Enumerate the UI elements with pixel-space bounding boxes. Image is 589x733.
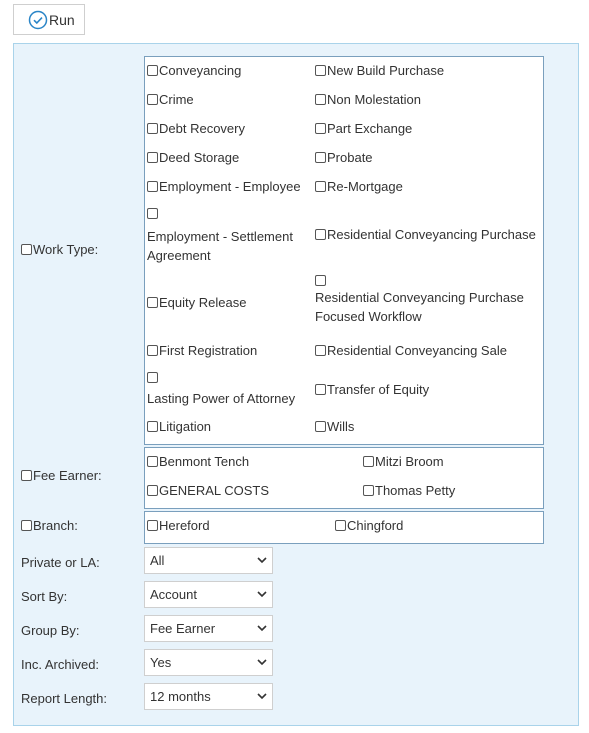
chevron-down-icon (257, 590, 267, 598)
selected-value: All (150, 553, 165, 568)
checkbox[interactable] (147, 94, 158, 105)
checkbox[interactable] (315, 345, 326, 356)
check-circle-icon (28, 10, 48, 30)
option-employment-employee (147, 179, 301, 194)
work-type-checkbox[interactable] (21, 244, 32, 255)
option-residential-conveyancing-purchase-focused-workflow (315, 275, 540, 326)
option-label: Transfer of Equity (327, 382, 430, 397)
branch-checkbox[interactable] (21, 520, 32, 531)
option-equity-release (147, 295, 246, 310)
option-crime (147, 92, 194, 107)
checkbox[interactable] (335, 520, 346, 531)
checkbox[interactable] (147, 297, 158, 308)
option-re-mortgage (315, 179, 403, 194)
option-label: New Build Purchase (327, 63, 445, 78)
selected-value: Yes (150, 655, 172, 670)
checkbox[interactable] (315, 65, 326, 76)
chevron-down-icon (257, 658, 267, 666)
option-benmont-tench (147, 454, 249, 469)
option-label: Wills (327, 419, 355, 434)
checkbox[interactable] (147, 123, 158, 134)
option-label: Mitzi Broom (375, 454, 444, 469)
option-label: Crime (159, 92, 194, 107)
checkbox[interactable] (315, 384, 326, 395)
option-label: Non Molestation (327, 92, 421, 107)
option-label: Residential Conveyancing Purchase (327, 227, 536, 242)
checkbox[interactable] (147, 421, 158, 432)
selected-value: 12 months (150, 689, 211, 704)
group-by-select[interactable] (144, 615, 273, 642)
checkbox[interactable] (147, 65, 158, 76)
option-residential-conveyancing-purchase (315, 227, 536, 242)
option-part-exchange (315, 121, 412, 136)
branch-row (21, 518, 78, 533)
checkbox[interactable] (315, 275, 326, 286)
option-label: Conveyancing (159, 63, 242, 78)
checkbox[interactable] (315, 152, 326, 163)
report-length-select[interactable] (144, 683, 273, 710)
checkbox[interactable] (147, 208, 158, 219)
option-probate (315, 150, 373, 165)
option-label: Thomas Petty (375, 483, 456, 498)
work-type-label: Work Type: (33, 242, 99, 257)
option-non-molestation (315, 92, 421, 107)
checkbox[interactable] (315, 421, 326, 432)
option-label: Re-Mortgage (327, 179, 403, 194)
checkbox[interactable] (147, 372, 158, 383)
branch-label: Branch: (33, 518, 78, 533)
option-label: Debt Recovery (159, 121, 245, 136)
fee-earner-label: Fee Earner: (33, 468, 102, 483)
checkbox[interactable] (363, 456, 374, 467)
option-label: First Registration (159, 343, 258, 358)
option-label: Employment - Employee (159, 179, 301, 194)
sort-by-label: Sort By: (21, 589, 68, 604)
option-thomas-petty (363, 483, 455, 498)
work-type-row (21, 242, 98, 257)
option-label: Litigation (159, 419, 212, 434)
option-label: GENERAL COSTS (159, 483, 270, 498)
option-label: Employment - Settlement Agreement (147, 229, 293, 263)
option-label: Equity Release (159, 295, 247, 310)
checkbox[interactable] (315, 123, 326, 134)
option-label: Hereford (159, 518, 210, 533)
checkbox[interactable] (315, 229, 326, 240)
run-button-label: Run (49, 11, 75, 28)
option-general-costs (147, 483, 269, 498)
checkbox[interactable] (147, 456, 158, 467)
selected-value: Account (150, 587, 197, 602)
chevron-down-icon (257, 692, 267, 700)
chevron-down-icon (257, 556, 267, 564)
private-or-la-label: Private or LA: (21, 555, 100, 570)
option-label: Chingford (347, 518, 404, 533)
checkbox[interactable] (147, 520, 158, 531)
option-lasting-power-of-attorney (147, 372, 312, 408)
option-wills (315, 419, 354, 434)
option-conveyancing (147, 63, 241, 78)
checkbox[interactable] (315, 94, 326, 105)
report-length-label: Report Length: (21, 691, 108, 706)
work-type-options-box (144, 56, 544, 445)
option-label: Residential Conveyancing Purchase Focused Workflow (315, 290, 524, 324)
selected-value: Fee Earner (150, 621, 216, 636)
option-litigation (147, 419, 211, 434)
option-mitzi-broom (363, 454, 444, 469)
inc-archived-label: Inc. Archived: (21, 657, 100, 672)
option-deed-storage (147, 150, 239, 165)
private-or-la-select[interactable] (144, 547, 273, 574)
checkbox[interactable] (147, 485, 158, 496)
option-label: Deed Storage (159, 150, 240, 165)
option-label: Lasting Power of Attorney (147, 391, 296, 406)
option-label: Benmont Tench (159, 454, 250, 469)
option-employment-settlement-agreement (147, 208, 307, 265)
checkbox[interactable] (147, 345, 158, 356)
branch-options-box (144, 511, 544, 544)
report-options-panel (13, 43, 579, 726)
option-transfer-of-equity (315, 382, 429, 397)
checkbox[interactable] (315, 181, 326, 192)
checkbox[interactable] (147, 181, 158, 192)
fee-earner-options-box (144, 447, 544, 509)
option-label: Residential Conveyancing Sale (327, 343, 507, 358)
option-label: Part Exchange (327, 121, 413, 136)
chevron-down-icon (257, 624, 267, 632)
run-button[interactable] (13, 4, 85, 35)
option-debt-recovery (147, 121, 245, 136)
option-new-build-purchase (315, 63, 444, 78)
option-first-registration (147, 343, 257, 358)
option-hereford (147, 518, 210, 533)
inc-archived-select[interactable] (144, 649, 273, 676)
group-by-label: Group By: (21, 623, 80, 638)
checkbox[interactable] (147, 152, 158, 163)
option-residential-conveyancing-sale (315, 343, 507, 358)
sort-by-select[interactable] (144, 581, 273, 608)
option-label: Probate (327, 150, 373, 165)
option-chingford (335, 518, 403, 533)
checkbox[interactable] (363, 485, 374, 496)
fee-earner-row (21, 468, 102, 483)
fee-earner-checkbox[interactable] (21, 470, 32, 481)
